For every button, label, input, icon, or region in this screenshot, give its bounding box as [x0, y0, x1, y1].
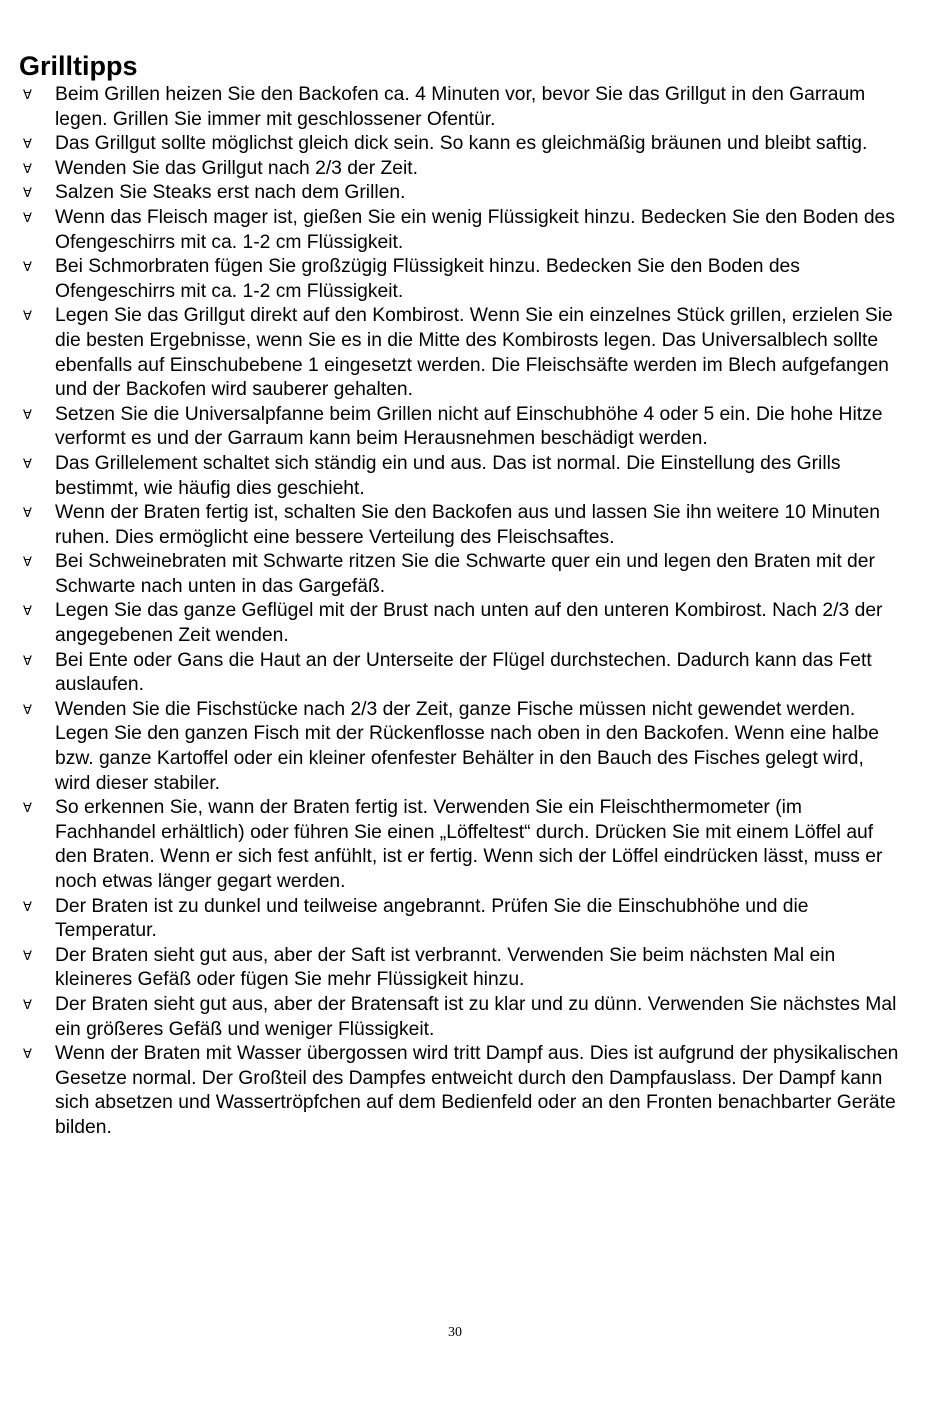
tip-item [19, 1042, 899, 1140]
tips-list [19, 83, 899, 1141]
tip-text: Salzen Sie Steaks erst nach dem Grillen. [55, 182, 406, 204]
bullet-icon: Ɐ [23, 800, 32, 816]
tip-item [19, 132, 899, 157]
tip-item [19, 452, 899, 501]
tip-text: Der Braten ist zu dunkel und teilweise angebrannt. Prüfen Sie die Einschubhöhe und die Temperatur. [55, 895, 809, 942]
bullet-icon: Ɐ [23, 554, 32, 570]
tip-item [19, 895, 899, 944]
bullet-icon: Ɐ [23, 996, 32, 1012]
tip-text: Wenden Sie die Fischstücke nach 2/3 der Zeit, ganze Fische müssen nicht gewendet werden. Legen Sie den ganzen Fisch mit der Rückenflosse nach oben in den Backofen. Wenn eine halbe bzw. ganze Kartoffel oder ein kleiner ofenfester Behälter in den Bauch des Fisches gelegt wird, wird dieser stabiler. [55, 698, 879, 794]
tip-item [19, 944, 899, 993]
page-title: Grilltipps [19, 51, 138, 81]
tip-item [19, 796, 899, 894]
bullet-icon: Ɐ [23, 308, 32, 324]
tip-item [19, 599, 899, 648]
tip-text: Das Grillelement schaltet sich ständig ein und aus. Das ist normal. Die Einstellung des Grills bestimmt, wie häufig dies geschieht. [55, 452, 841, 499]
bullet-icon: Ɐ [23, 898, 32, 914]
bullet-icon: Ɐ [23, 160, 32, 176]
tip-item [19, 993, 899, 1042]
tip-text: Wenden Sie das Grillgut nach 2/3 der Zeit. [55, 157, 418, 179]
tip-item [19, 157, 899, 182]
bullet-icon: Ɐ [23, 185, 32, 201]
page-number: 30 [448, 1325, 462, 1340]
tip-item [19, 403, 899, 452]
bullet-icon: Ɐ [23, 1046, 32, 1062]
tip-item [19, 181, 899, 206]
bullet-icon: Ɐ [23, 209, 32, 225]
tip-text: Beim Grillen heizen Sie den Backofen ca. 4 Minuten vor, bevor Sie das Grillgut in den Garraum legen. Grillen Sie immer mit geschlossener Ofentür. [55, 84, 866, 130]
tip-text: Legen Sie das ganze Geflügel mit der Brust nach unten auf den unteren Kombirost. Nach 2/3 der angegebenen Zeit wenden. [55, 600, 883, 647]
bullet-icon: Ɐ [23, 947, 32, 963]
tip-text: Bei Ente oder Gans die Haut an der Unterseite der Flügel durchstechen. Dadurch kann das Fett auslaufen. [55, 649, 872, 696]
tip-item [19, 649, 899, 698]
tip-text: Legen Sie das Grillgut direkt auf den Kombirost. Wenn Sie ein einzelnes Stück grillen, erzielen Sie die besten Ergebnisse, wenn Sie es in die Mitte des Kombirosts legen. Das Universalblech sollte ebenfalls auf Einschubebene 1 eingesetzt werden. Die Fleischsäfte werden im Blech aufgefangen und der Backofen wird sauberer gehalten. [55, 305, 893, 401]
bullet-icon: Ɐ [23, 136, 32, 152]
bullet-icon: Ɐ [23, 505, 32, 521]
tip-item [19, 698, 899, 796]
bullet-icon: Ɐ [23, 259, 32, 275]
bullet-icon: Ɐ [23, 603, 32, 619]
tip-text: Wenn das Fleisch mager ist, gießen Sie ein wenig Flüssigkeit hinzu. Bedecken Sie den Boden des Ofengeschirrs mit ca. 1-2 cm Flüssigkeit. [55, 206, 895, 253]
tip-text: Setzen Sie die Universalpfanne beim Grillen nicht auf Einschubhöhe 4 oder 5 ein. Die hohe Hitze verformt es und der Garraum kann beim Herausnehmen beschädigt werden. [55, 403, 883, 450]
bullet-icon: Ɐ [23, 406, 32, 422]
tip-text: Wenn der Braten fertig ist, schalten Sie den Backofen aus und lassen Sie ihn weitere 10 Minuten ruhen. Dies ermöglicht eine bessere Verteilung des Fleischsaftes. [55, 502, 880, 548]
bullet-icon: Ɐ [23, 701, 32, 717]
tip-item [19, 255, 899, 304]
tip-text: Bei Schmorbraten fügen Sie großzügig Flüssigkeit hinzu. Bedecken Sie den Boden des Ofengeschirrs mit ca. 1-2 cm Flüssigkeit. [55, 256, 800, 302]
tip-item [19, 501, 899, 550]
tip-item [19, 206, 899, 255]
bullet-icon: Ɐ [23, 455, 32, 471]
bullet-icon: Ɐ [23, 87, 32, 102]
tip-text: Der Braten sieht gut aus, aber der Bratensaft ist zu klar und zu dünn. Verwenden Sie nächstes Mal ein größeres Gefäß und weniger Flüssigkeit. [55, 993, 897, 1040]
tip-text: So erkennen Sie, wann der Braten fertig ist. Verwenden Sie ein Fleischthermometer (im Fachhandel erhältlich) oder führen Sie einen „Löffeltest“ durch. Drücken Sie mit einem Löffel auf den Braten. Wenn er sich fest anfühlt, ist er fertig. Wenn sich der Löffel eindrücken lässt, muss er noch etwas länger gegart werden. [55, 797, 883, 892]
tip-item [19, 83, 899, 132]
tip-item [19, 304, 899, 402]
tip-text: Bei Schweinebraten mit Schwarte ritzen Sie die Schwarte quer ein und legen den Braten mit der Schwarte nach unten in das Gargefäß. [55, 551, 875, 597]
tip-text: Der Braten sieht gut aus, aber der Saft ist verbrannt. Verwenden Sie beim nächsten Mal ein kleineres Gefäß oder fügen Sie mehr Flüssigkeit hinzu. [55, 944, 836, 991]
tip-text: Das Grillgut sollte möglichst gleich dick sein. So kann es gleichmäßig bräunen und bleibt saftig. [55, 133, 868, 155]
tip-item [19, 550, 899, 599]
tip-text: Wenn der Braten mit Wasser übergossen wird tritt Dampf aus. Dies ist aufgrund der physikalischen Gesetze normal. Der Großteil des Dampfes entweicht durch den Dampfauslass. Der Dampf kann sich absetzen und Wassertröpfchen auf dem Bedienfeld oder an den Fronten benachbarter Geräte bilden. [55, 1043, 899, 1138]
bullet-icon: Ɐ [23, 652, 32, 668]
